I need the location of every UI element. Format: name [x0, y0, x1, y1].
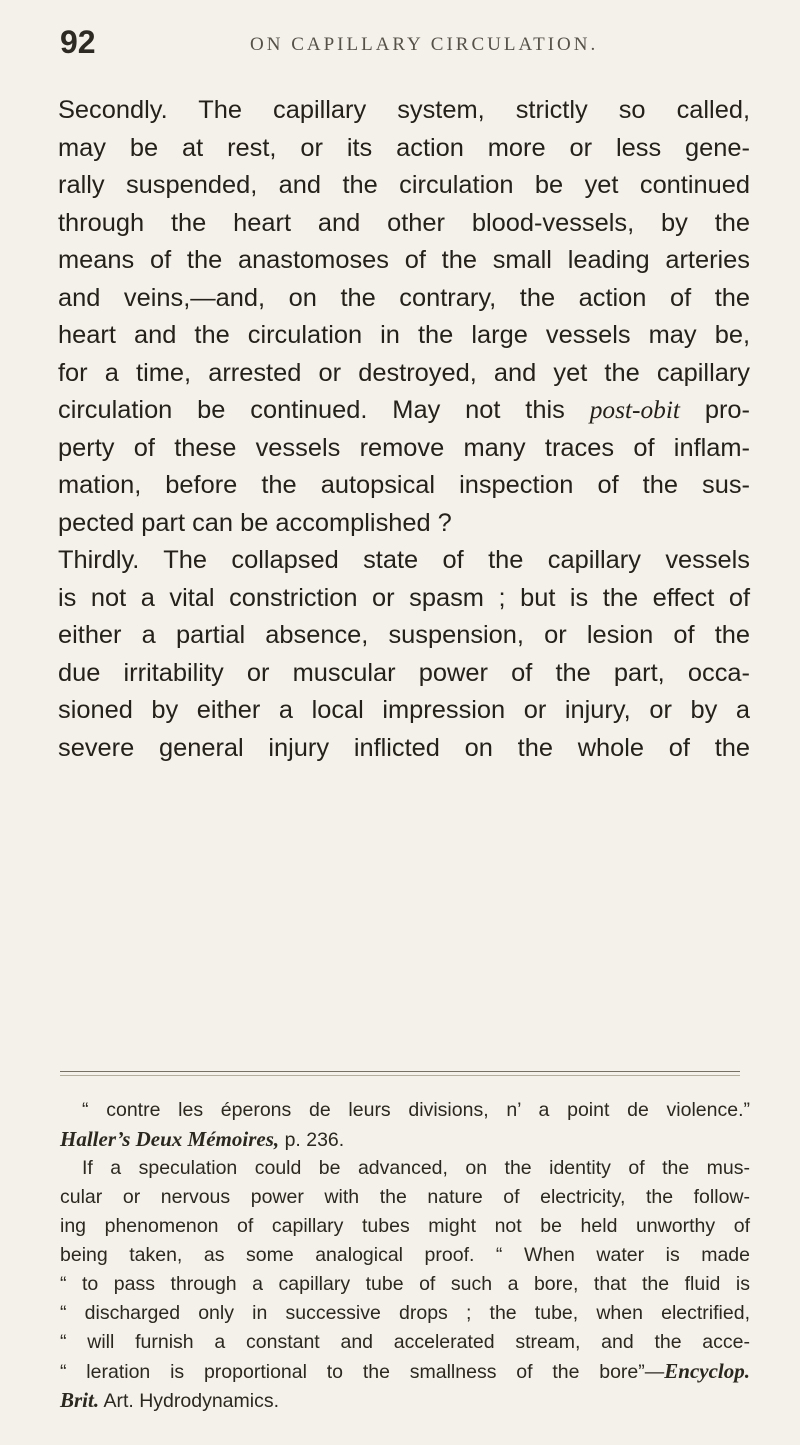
body-line: pected part can be accomplished ? — [58, 508, 452, 537]
page-number: 92 — [60, 24, 96, 60]
footnote-line: If a speculation could be advanced, on the identity of the mus- — [82, 1157, 750, 1179]
footnote-line: ing phenomenon of capillary tubes might not be held unworthy of — [60, 1215, 750, 1237]
page-header — [60, 22, 740, 72]
footnote-citation — [60, 1125, 750, 1154]
running-head: ON CAPILLARY CIRCULATION. — [250, 34, 599, 55]
citation-title: Haller’s Deux Mémoires, — [60, 1127, 280, 1151]
body-line: mation, before the autopsical inspection of the sus- — [58, 471, 750, 499]
body-line: heart and the circulation in the large vessels may be, — [58, 321, 750, 349]
body-line: sioned by either a local impression or injury, or by a — [58, 696, 750, 724]
body-line: either a partial absence, suspension, or lesion of the — [58, 621, 750, 649]
footnote-line-with-citation — [60, 1357, 750, 1386]
citation-page: p. 236. — [284, 1129, 345, 1151]
body-line: perty of these vessels remove many traces of inflam- — [58, 433, 750, 462]
body-line-start: circulation be continued. May not this — [58, 396, 565, 424]
body-line: due irritability or muscular power of the part, occa- — [58, 658, 750, 687]
body-line: rally suspended, and the circulation be yet continued — [58, 171, 750, 199]
body-line-end: pro- — [704, 396, 750, 424]
body-line: Secondly. The capillary system, strictly so called, — [58, 96, 750, 124]
body-line: means of the anastomoses of the small leading arteries — [58, 246, 750, 274]
footnote-divider — [60, 1071, 740, 1072]
body-line: for a time, arrested or destroyed, and yet the capillary — [58, 358, 750, 387]
footnote-line: “ discharged only in successive drops ; the tube, when electrified, — [60, 1302, 750, 1324]
body-line: and veins,—and, on the contrary, the action of the — [58, 283, 750, 312]
footnote-line: cular or nervous power with the nature of electricity, the follow- — [60, 1186, 750, 1208]
body-line: may be at rest, or its action more or less gene- — [58, 133, 750, 162]
footnote-line: “ will furnish a constant and accelerated stream, and the acce- — [60, 1331, 750, 1353]
citation-article: Art. Hydrodynamics. — [103, 1390, 280, 1412]
footnote-line: being taken, as some analogical proof. “ When water is made — [60, 1244, 750, 1266]
italic-term: post-obit — [589, 396, 680, 424]
citation-title: Encyclop. — [664, 1359, 750, 1383]
footnote-line-start: “ leration is proportional to the smallness of the bore”— — [60, 1361, 665, 1383]
footnote-divider-secondary — [60, 1075, 740, 1076]
main-text — [58, 92, 750, 767]
body-line-with-italic — [58, 392, 750, 430]
body-line: severe general injury inflicted on the whole of the — [58, 733, 750, 762]
footnotes — [60, 1096, 750, 1415]
footnote-citation — [60, 1386, 750, 1415]
footnote-line: “ contre les éperons de leurs divisions, n’ a point de violence.” — [82, 1099, 750, 1121]
citation-title: Brit. — [60, 1388, 100, 1412]
body-line: Thirdly. The collapsed state of the capillary vessels — [58, 546, 750, 574]
footnote-line: “ to pass through a capillary tube of such a bore, that the fluid is — [60, 1273, 750, 1295]
body-line: is not a vital constriction or spasm ; but is the effect of — [58, 583, 750, 612]
body-line: through the heart and other blood-vessels, by the — [58, 208, 750, 237]
